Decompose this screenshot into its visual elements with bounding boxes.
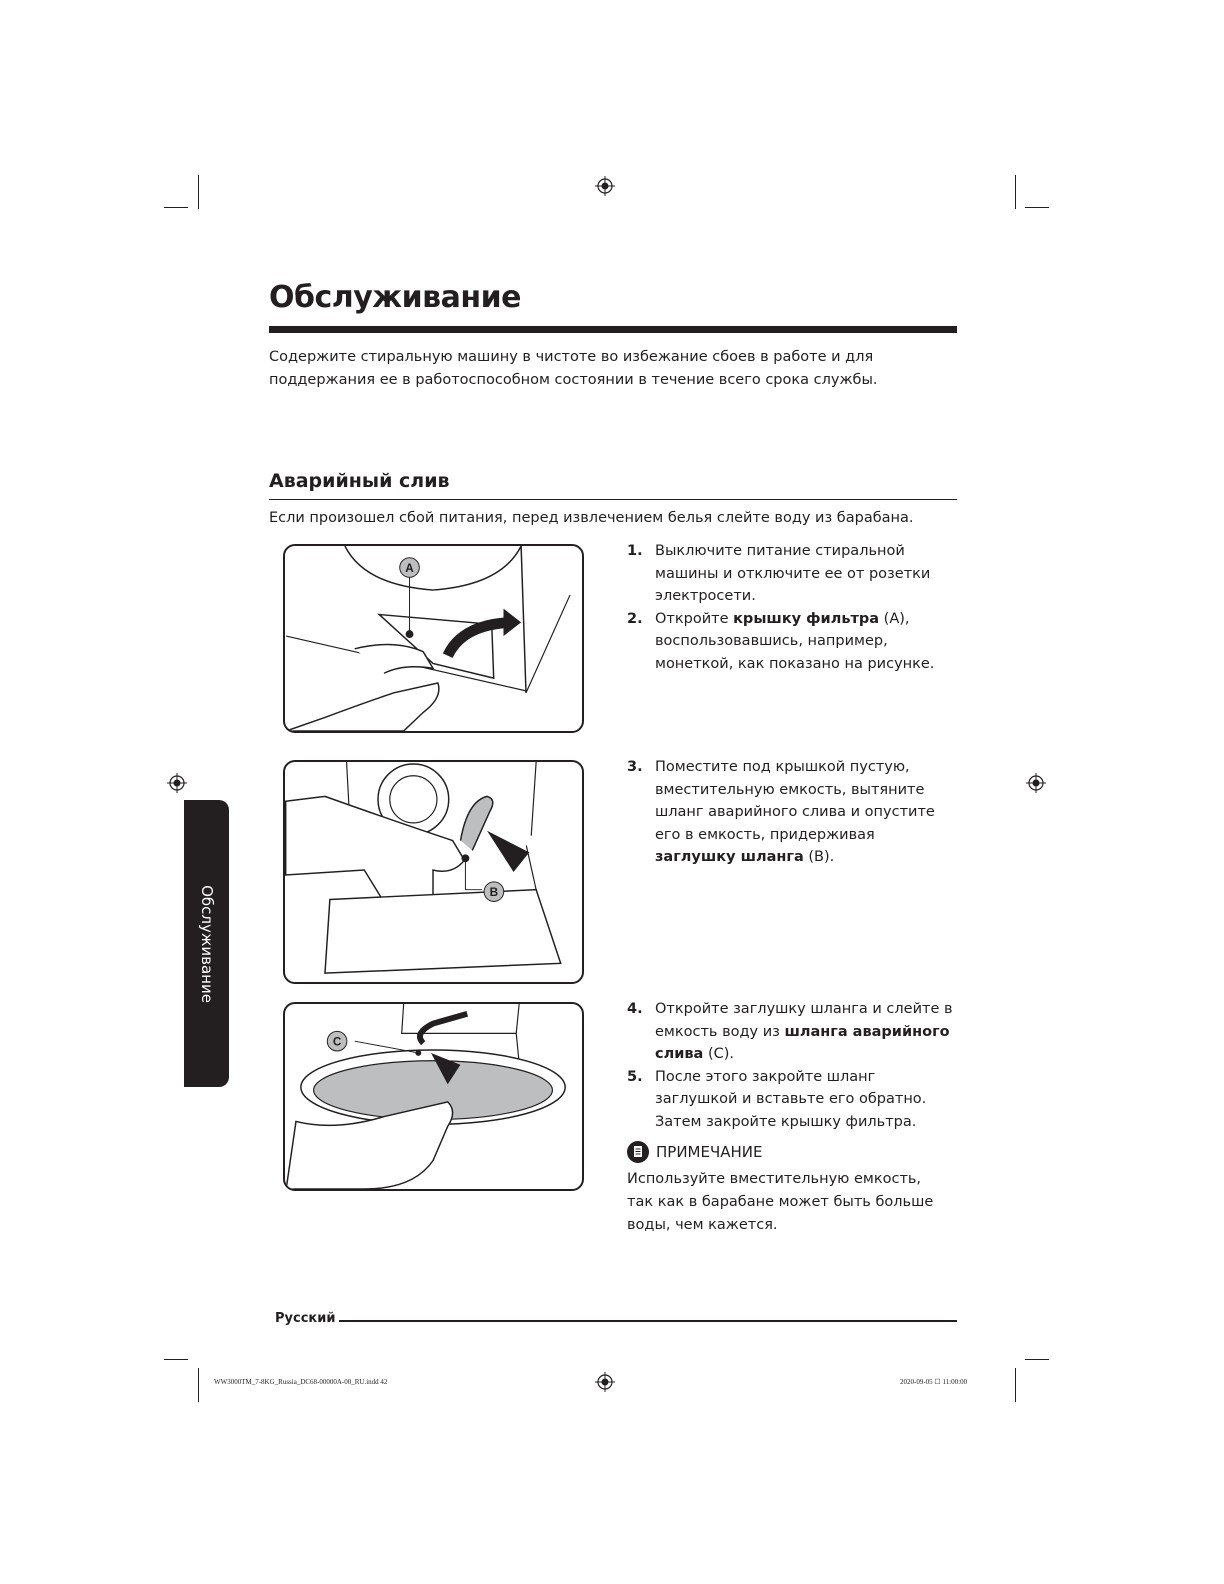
side-tab-label: Обслуживание	[197, 884, 216, 1003]
illustration-open-filter	[285, 546, 582, 731]
registration-mark-icon	[167, 773, 187, 793]
note-title: ПРИМЕЧАНИЕ	[656, 1143, 763, 1161]
step-text: (A), воспользовавшись, например, монеткой, как показано на рисунке.	[655, 610, 935, 672]
slug-left: WW3000TM_7-8KG_Russia_DC68-00000A-00_RU.indd 42	[214, 1378, 388, 1386]
step-number: 3.	[627, 759, 643, 775]
note-icon	[627, 1141, 649, 1163]
step-bold: крышку фильтра	[733, 610, 880, 627]
title-rule	[269, 326, 957, 333]
figure-open-filter-cover	[283, 544, 584, 733]
page-title: Обслуживание	[269, 280, 521, 315]
step-item	[627, 756, 957, 869]
figure-label-c: C	[332, 1035, 342, 1049]
illustration-drain-water	[285, 1004, 582, 1189]
figure-label-a: A	[405, 561, 414, 575]
step-bold: шланга аварийного слива	[655, 1023, 950, 1062]
figure-label-b: B	[489, 886, 499, 900]
steps-list-2	[627, 756, 957, 869]
section-intro: Если произошел сбой питания, перед извлечением белья слейте воду из барабана.	[269, 510, 914, 526]
step-item	[627, 608, 957, 676]
crop-mark	[164, 207, 188, 208]
step-text: Поместите под крышкой пустую, вместительную емкость, вытяните шланг аварийного слива и опустите его в емкость, придерживая	[655, 759, 935, 843]
step-number: 4.	[627, 1001, 643, 1017]
slug-right: 2020-09-05 ☐ 11:00:00	[900, 1378, 968, 1386]
figure-drain-water	[283, 1002, 584, 1191]
intro-paragraph: Содержите стиральную машину в чистоте во избежание сбоев в работе и для поддержания ее в работоспособном состоянии в течение всего срока службы.	[269, 349, 878, 388]
figure-pull-hose	[283, 760, 584, 984]
section-rule	[269, 499, 957, 500]
step-text: Откройте заглушку шланга и слейте в емкость воду из	[655, 1001, 953, 1040]
steps-list-1	[627, 540, 957, 675]
step-text: Выключите питание стиральной машины и отключите ее от розетки электросети.	[655, 543, 931, 604]
crop-mark	[1015, 1368, 1016, 1402]
crop-mark	[198, 1368, 199, 1402]
illustration-pull-hose	[285, 762, 582, 982]
footer-language: Русский	[275, 1311, 336, 1326]
crop-mark	[198, 175, 199, 209]
step-text: (C).	[703, 1046, 735, 1062]
step-item	[627, 540, 957, 608]
step-item	[627, 998, 957, 1066]
registration-mark-icon	[595, 176, 615, 196]
crop-mark	[1025, 1359, 1049, 1360]
steps-list-3	[627, 998, 957, 1133]
step-text: Откройте	[655, 610, 734, 627]
crop-mark	[1025, 207, 1049, 208]
note-text: Используйте вместительную емкость, так как в барабане может быть больше воды, чем кажется.	[627, 1171, 934, 1233]
registration-mark-icon	[1026, 773, 1046, 793]
crop-mark	[1015, 175, 1016, 209]
step-number: 5.	[627, 1068, 643, 1085]
note-heading	[627, 1141, 763, 1163]
footer-rule	[339, 1320, 957, 1322]
step-item	[627, 1066, 957, 1134]
section-heading: Аварийный слив	[269, 470, 450, 492]
step-number: 1.	[627, 543, 643, 559]
step-bold: заглушку шланга	[655, 849, 804, 865]
step-number: 2.	[627, 610, 643, 627]
step-text: (B).	[803, 849, 835, 865]
side-tab	[184, 800, 229, 1087]
crop-mark	[164, 1359, 188, 1360]
step-text: После этого закройте шланг заглушкой и вставьте его обратно. Затем закройте крышку фильтра.	[655, 1068, 927, 1130]
registration-mark-icon	[595, 1372, 615, 1392]
